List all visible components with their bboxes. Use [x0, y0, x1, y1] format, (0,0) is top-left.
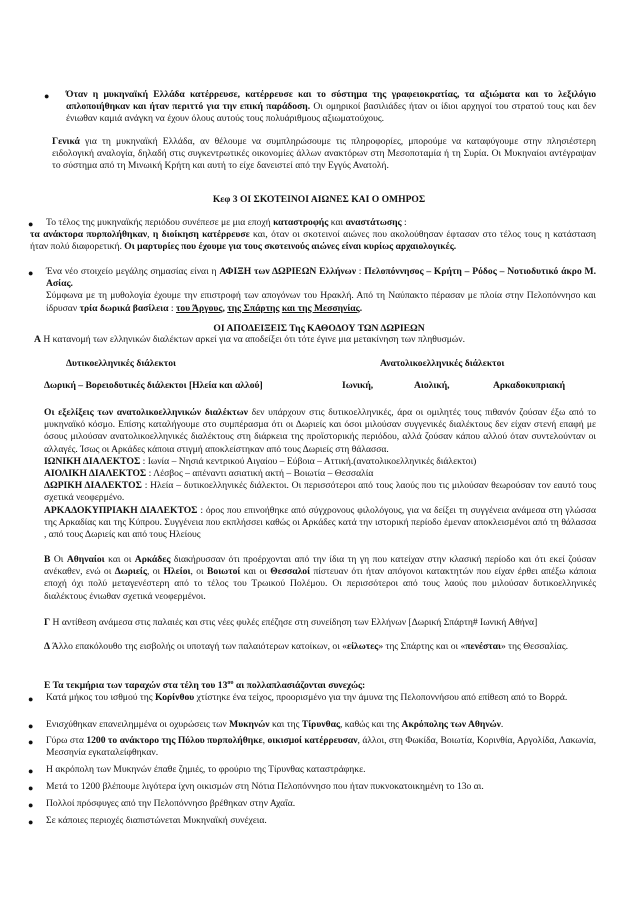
paragraph-d: Δ Άλλο επακόλουθο της εισβολής οι υποταγή των παλαιότερων κατοίκων, οι «είλωτες» της Σπάρτης και οι «πενέσται» της Θεσσαλίας. [44, 641, 569, 652]
bullet: ● [28, 783, 34, 793]
bullet: ● [28, 766, 34, 776]
list-item: Μετά το 1200 βλέπουμε λιγότερα ίχνη οικισμών στη Νότια Πελοπόννησο που ήταν πυκνοκατοικημένη το 13ο αι. [46, 781, 484, 792]
dialect-aeolic: Αιολική, [414, 380, 450, 391]
paragraph-end-mycenaean: Το τέλος της μυκηναϊκής περιόδου συνέπεσε με μια εποχή καταστροφής και αναστάτωσης : τα ανάκτορα πυρπολήθηκαν, η διοίκηση κατέρρευσε και, όταν οι σκοτεινοί αιώνες που ακολούθησαν έφτασαν στο τέλος τους η κατάσταση ήταν πολύ διαφορετική. Οι μαρτυρίες που έχουμε για τους σκοτεινούς αιώνες είναι κυρίως αρχαιολογικές. [30, 217, 596, 253]
list-item: Γύρω στα 1200 το ανάκτορο της Πύλου πυρπολήθηκε, οικισμοί κατέρρευσαν, άλλοι, στη Φωκίδα, Βοιωτία, Κορινθία, Αργολίδα, Λακωνία, Μεσσηνία εγκαταλείφθηκαν. [46, 735, 597, 759]
section-heading: ΟΙ ΑΠΟΔΕΙΞΕΙΣ Της ΚΑΘΟΔΟΥ ΤΩΝ ΔΩΡΙΕΩΝ [213, 323, 425, 334]
list-item: Σε κάποιες περιοχές διαπιστώνεται Μυκηναϊκή συνέχεια. [46, 815, 267, 826]
bullet: ● [28, 800, 34, 810]
list-item: Κατά μήκος του ισθμού της Κορίνθου χτίστηκε ένα τείχος, προορισμένο για την άμυνα της Πελοποννήσου από επίθεση από το Βορρά. [46, 692, 568, 703]
paragraph-e-heading: Ε Τα τεκμήρια των ταραχών στα τέλη του $13^{o\upsilon}$ αι πολλαπλασιάζονται συνεχώς: [44, 679, 366, 691]
paragraph-b: Β Οι Αθηναίοι και οι Αρκάδες διακήρυσσαν ότι προέρχονται από την ίδια τη γη που κατείχαν στην κλασική περίοδο και ότι εκεί ζούσαν ανέκαθεν, ενώ οι Δωριείς, οι Ηλείοι, οι Βοιωτοί και οι Θεσσαλοί πίστευαν ότι ήταν απόγονοι κατακτητών που είχαν έρθει απέξω κάποια εποχή όχι πολύ μεταγενέστερη από το τέλος του Τρωικού Πολέμου. Οι περισσότεροι από τους λαούς που μιλούσαν δυτικοελληνικές διαλέκτους ένιωθαν σχετικά νεοφερμένοι. [44, 554, 597, 602]
bullet: ● [44, 91, 50, 101]
bullet: ● [28, 737, 34, 747]
paragraph-g: Γ Η αντίθεση ανάμεσα στις παλαιές και στις νέες φυλές επέζησε στη συνείδηση των Ελλήνων [Δωρική Σπάρτη# Ιωνική Αθήνα] [44, 617, 538, 628]
bullet: ● [28, 694, 34, 704]
bullet: ● [28, 721, 34, 731]
dialect-ionic: Ιωνική, [342, 380, 374, 391]
paragraph-general: Γενικά για τη μυκηναϊκή Ελλάδα, αν θέλουμε να συμπληρώσουμε τις πληροφορίες, μπορούμε να καταφύγουμε στην πλησιέστερη ειδολογική αναλογία, δηλαδή στις συγκεντρωτικές οικονομίες άλλων ανακτόρων στη Μεσοποταμία ή τη Συρία. Οι Μυκηναίοι αντέγραψαν το σύστημα από τη Μινωική Κρήτη και αυτή το είχε δανειστεί από την Εγγύς Ανατολή. [52, 136, 596, 172]
chapter-heading: Κεφ 3 ΟΙ ΣΚΟΤΕΙΝΟΙ ΑΙΩΝΕΣ ΚΑΙ Ο ΟΜΗΡΟΣ [212, 194, 426, 205]
bullet: ● [28, 268, 34, 278]
list-item: Ενισχύθηκαν επανειλημμένα οι οχυρώσεις των Μυκηνών και της Τίρυνθας, καθώς και της Ακρόπολης των Αθηνών. [46, 719, 504, 730]
paragraph-dorian-arrival: Ένα νέο στοιχείο μεγάλης σημασίας είναι η ΑΦΙΞΗ των ΔΩΡΙΕΩΝ Ελλήνων : Πελοπόννησος – Κρήτη – Ρόδος – Νοτιοδυτικό άκρο Μ. Ασίας. Σύμφωνα με τη μυθολογία έχουμε την επιστροφή των απογόνων του Ηρακλή. Από τη Ναύπακτο πέρασαν με πλοία στην Πελοπόννησο και ίδρυσαν τρία δωρικά βασίλεια : του Άργους, της Σπάρτης και της Μεσσηνίας. [46, 266, 597, 314]
paragraph-evolution: Οι εξελίξεις των ανατολικοελληνικών διαλέκτων δεν υπάρχουν στις δυτικοελληνικές, άρα οι ομιλητές τους πιθανόν ζούσαν έξω από το μυκηναϊκό κόσμο. Επίσης καταλήγουμε στο συμπέρασμα ότι οι Δωριείς και όσοι μιλούσαν συγγενικές διαλέκτους δεν είχαν στενή επαφή με όσους μιλούσαν ανατολικοελληνικές διαλέκτους στη διάρκεια της προϊστορικής περιόδου, αλλά ζούσαν κάπου αλλού όταν συντελούνταν οι αλλαγές. Ίσως οι Αρκάδες κάποια στιγμή αποκλείστηκαν από τους Δωριείς στη θάλασσα. ΙΩΝΙΚΗ ΔΙΑΛΕΚΤΟΣ : Ιωνία – Νησιά κεντρικού Αιγαίου – Εύβοια – Αττική.(ανατολικοελληνικές διάλεκτοι) ΑΙΟΛΙΚΗ ΔΙΑΛΕΚΤΟΣ : Λέσβος – απέναντι ασιατική ακτή – Βοιωτία – Θεσσαλία ΔΩΡΙΚΗ ΔΙΑΛΕΚΤΟΣ : Ηλεία – δυτικοελληνικές διάλεκτοι. Οι περισσότεροι από τους λαούς που τις μιλούσαν θεωρούσαν τον εαυτό τους σχετικά νεοφερμένο. ΑΡΚΑΔΟΚΥΠΡΙΑΚΗ ΔΙΑΛΕΚΤΟΣ : όρος που επινοήθηκε από σύγχρονους φιλολόγους, για να δείξει τη συγγένεια ανάμεσα στη γλώσσα της Αρκαδίας και της Κύπρου. Συγγένεια που εκπλήσσει καθώς οι Αρκάδες κατά την ιστορική περίοδο έμεναν αποκλεισμένοι από τη θάλασσα , από τους Δωριείς και από τους Ηλείους [44, 407, 597, 541]
dialect-arcadocypriot: Αρκαδοκυπριακή [493, 380, 566, 391]
dialect-doric: Δωρική – Βορειοδυτικές διάλεκτοι [Ηλεία και αλλού] [44, 380, 263, 391]
paragraph-collapse: Όταν η μυκηναϊκή Ελλάδα κατέρρευσε, κατέρρευσε και το σύστημα της γραφειοκρατίας, τα αξιώματα και το λεξιλόγιο απλοποιήθηκαν και ήταν περιττό για την επική παράδοση. Οι ομηρικοί βασιλιάδες ήταν οι ίδιοι αρχηγοί του στρατού τους και δεν ένιωθαν καμιά ανάγκη να έχουν όλους αυτούς τους πολυάριθμους αξιωματούχους. [66, 89, 596, 125]
bullet: ● [28, 219, 34, 229]
list-item: Η ακρόπολη των Μυκηνών έπαθε ζημιές, το φρούριο της Τίρυνθας καταστράφηκε. [46, 764, 366, 775]
bullet: ● [28, 817, 34, 827]
list-item: Πολλοί πρόσφυγες από την Πελοπόννησο βρέθηκαν στην Αχαΐα. [46, 798, 296, 809]
dialect-header-east: Ανατολικοελληνικές διάλεκτοι [380, 358, 505, 369]
dialect-header-west: Δυτικοελληνικές διάλεκτοι [66, 358, 176, 369]
paragraph-a: Α Η κατανομή των ελληνικών διαλέκτων αρκεί για να αποδείξει ότι τότε έγινε μια μετακίνηση των πληθυσμών. [34, 334, 465, 345]
